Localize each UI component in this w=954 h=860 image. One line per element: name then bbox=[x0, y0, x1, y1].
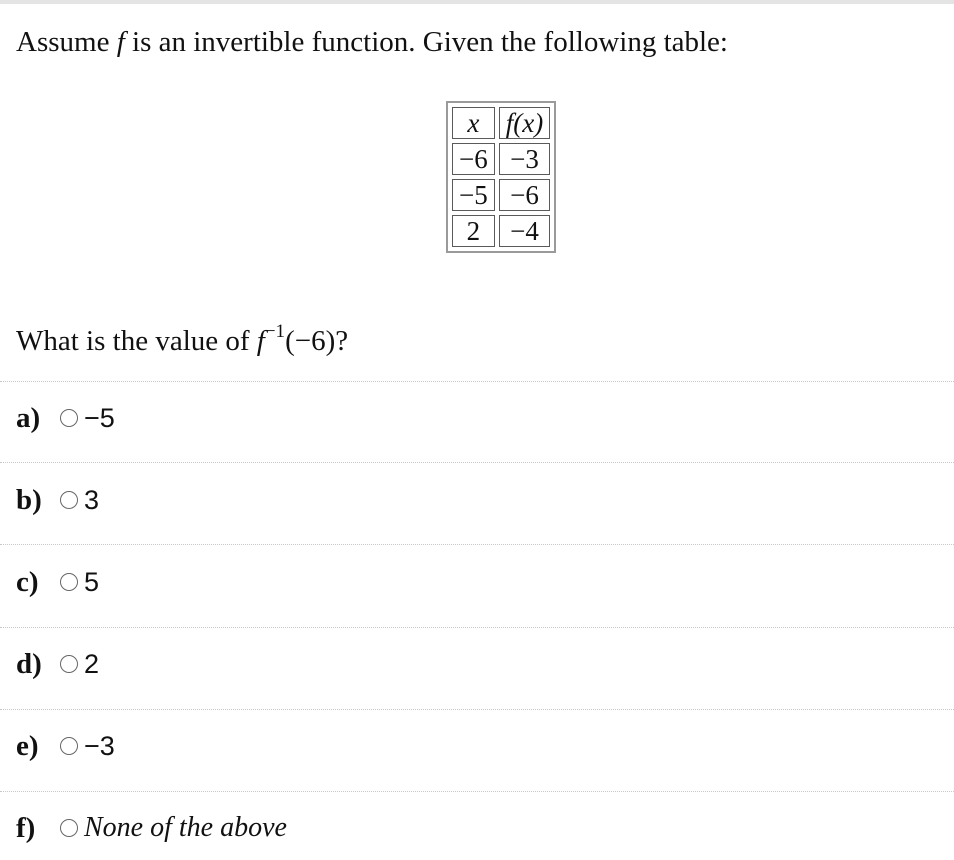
divider bbox=[0, 709, 954, 710]
radio-button[interactable] bbox=[60, 491, 78, 509]
prompt-function-symbol: f bbox=[116, 26, 125, 58]
divider bbox=[0, 627, 954, 628]
divider bbox=[0, 544, 954, 545]
option-f[interactable] bbox=[16, 808, 287, 848]
prompt-pre: Assume bbox=[16, 26, 110, 58]
option-b[interactable] bbox=[16, 480, 99, 520]
divider bbox=[0, 381, 954, 382]
header-x: x bbox=[452, 107, 495, 139]
option-text: −3 bbox=[84, 730, 115, 761]
cell-fx: −3 bbox=[499, 143, 550, 175]
table-row bbox=[452, 179, 550, 211]
table-row bbox=[452, 143, 550, 175]
option-letter: e) bbox=[16, 729, 39, 762]
option-letter: c) bbox=[16, 565, 39, 598]
option-c[interactable] bbox=[16, 562, 99, 602]
option-letter: d) bbox=[16, 647, 42, 680]
divider bbox=[0, 791, 954, 792]
divider bbox=[0, 462, 954, 463]
question-inverse-exponent: −1 bbox=[264, 321, 286, 342]
cell-x: 2 bbox=[452, 215, 495, 247]
cell-x: −6 bbox=[452, 143, 495, 175]
header-fx bbox=[499, 107, 550, 139]
question-function-symbol: f bbox=[256, 325, 265, 357]
table-header-row bbox=[452, 107, 550, 139]
cell-fx: −4 bbox=[499, 215, 550, 247]
option-text: 3 bbox=[84, 484, 100, 515]
problem-statement bbox=[16, 26, 728, 59]
table-row bbox=[452, 215, 550, 247]
prompt-post: is an invertible function. Given the following table: bbox=[132, 26, 728, 58]
option-a[interactable] bbox=[16, 398, 115, 438]
radio-button[interactable] bbox=[60, 409, 78, 427]
cell-x: −5 bbox=[452, 179, 495, 211]
option-letter: f) bbox=[16, 811, 36, 844]
radio-button[interactable] bbox=[60, 655, 78, 673]
option-text: None of the above bbox=[84, 812, 287, 843]
option-e[interactable] bbox=[16, 726, 115, 766]
option-d[interactable] bbox=[16, 644, 99, 684]
top-border bbox=[0, 0, 954, 4]
header-fx-label: f(x) bbox=[505, 108, 544, 138]
option-text: −5 bbox=[84, 402, 115, 433]
question-post: (−6)? bbox=[285, 325, 349, 357]
radio-button[interactable] bbox=[60, 819, 78, 837]
option-text: 5 bbox=[84, 566, 100, 597]
radio-button[interactable] bbox=[60, 573, 78, 591]
cell-fx: −6 bbox=[499, 179, 550, 211]
question-pre: What is the value of bbox=[16, 325, 257, 357]
option-text: 2 bbox=[84, 648, 100, 679]
question-text bbox=[16, 321, 348, 358]
function-values-table bbox=[446, 101, 556, 253]
radio-button[interactable] bbox=[60, 737, 78, 755]
option-letter: b) bbox=[16, 483, 42, 516]
option-letter: a) bbox=[16, 401, 41, 434]
